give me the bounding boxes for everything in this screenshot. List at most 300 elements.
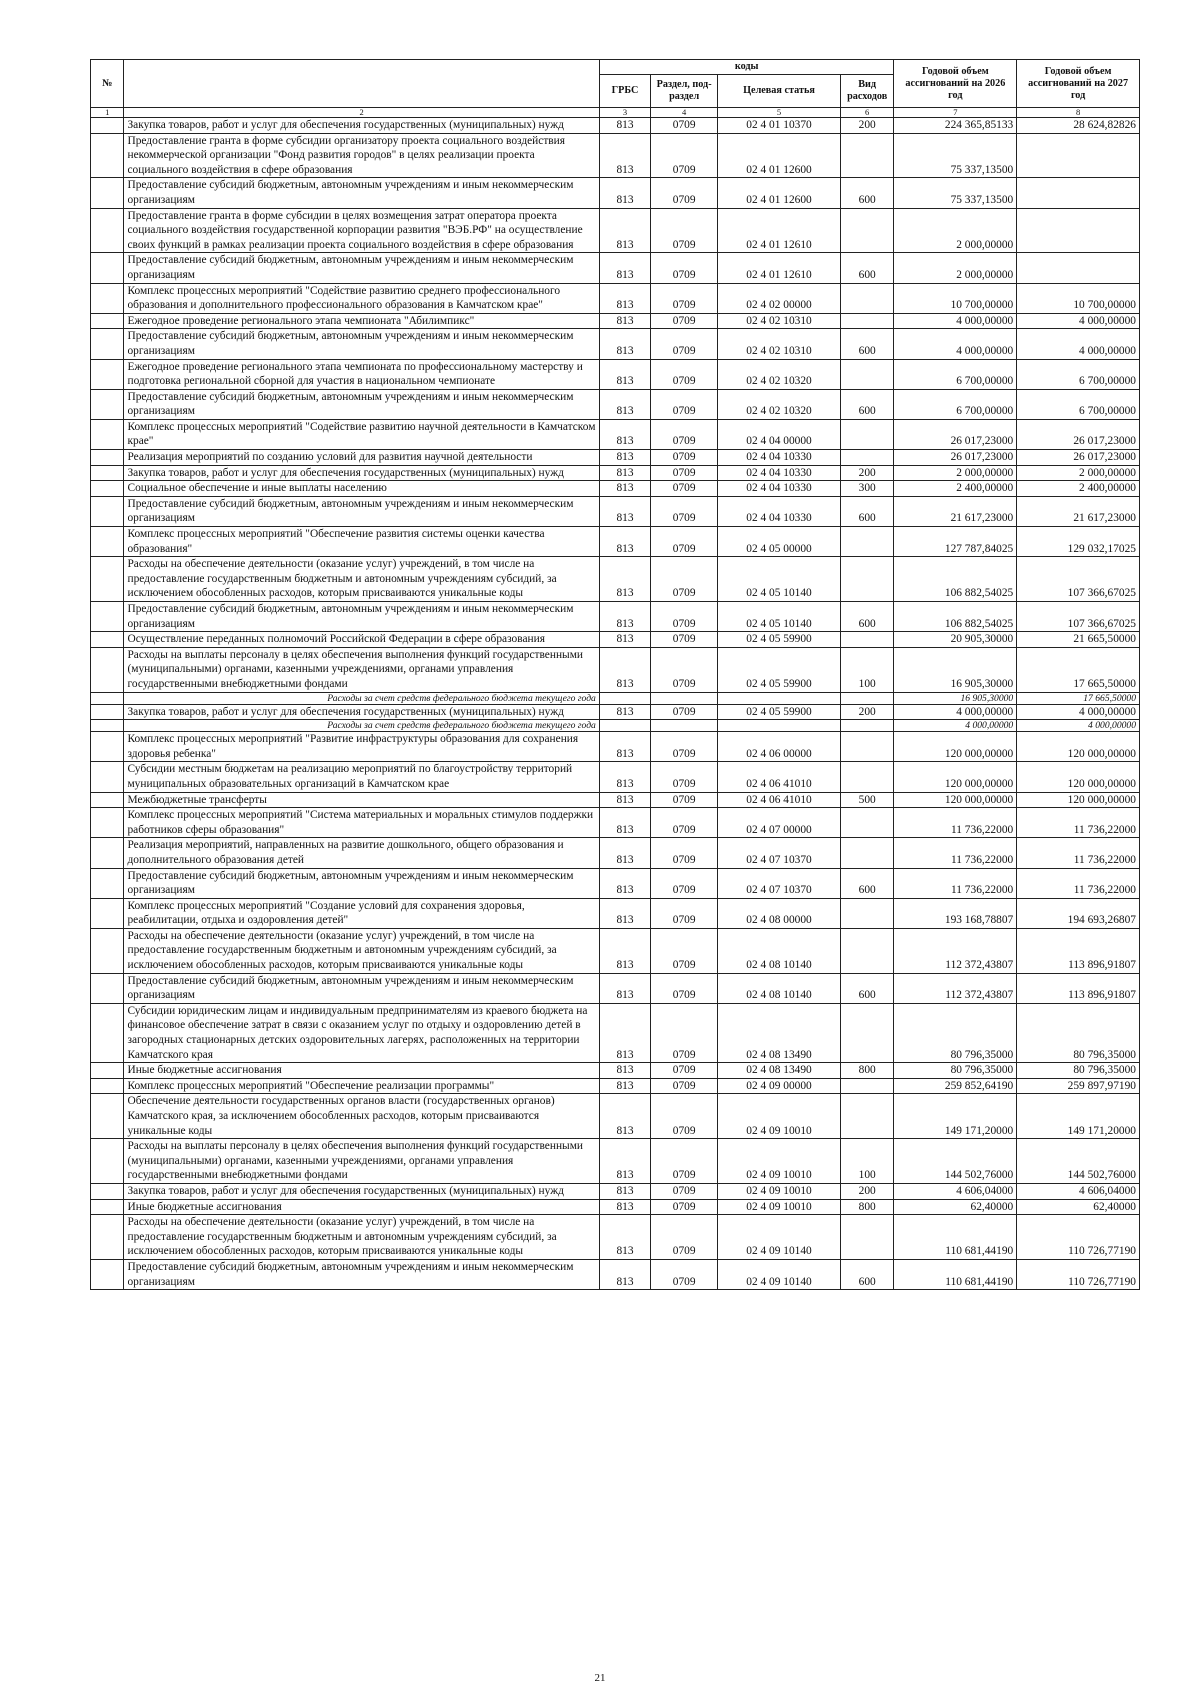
cell-vol-2026: 112 372,43807 (894, 928, 1017, 973)
table-row (91, 465, 1140, 481)
col-num-6: 6 (840, 108, 894, 118)
cell-target: 02 4 02 10310 (718, 313, 841, 329)
cell-name: Комплекс процессных мероприятий "Содействие развитию научной деятельности в Камчатском крае" (124, 419, 599, 449)
cell-target (718, 692, 841, 704)
cell-grbs: 813 (599, 359, 650, 389)
cell-name: Межбюджетные трансферты (124, 792, 599, 808)
cell-grbs: 813 (599, 704, 650, 720)
cell-num (91, 283, 124, 313)
cell-name: Расходы на выплаты персоналу в целях обеспечения выполнения функций государственными (муниципальными) органами, казенными учреждениями, органами управления государственными внебюджетными фондами (124, 647, 599, 692)
cell-vol-2027: 21 617,23000 (1017, 496, 1140, 526)
table-row (91, 1215, 1140, 1260)
cell-name: Комплекс процессных мероприятий "Создание условий для сохранения здоровья, реабилитации, отдыха и оздоровления детей" (124, 898, 599, 928)
cell-vol-2026: 6 700,00000 (894, 389, 1017, 419)
table-row (91, 481, 1140, 497)
cell-target: 02 4 04 10330 (718, 496, 841, 526)
cell-target: 02 4 05 00000 (718, 527, 841, 557)
cell-num (91, 557, 124, 602)
cell-exptype: 600 (840, 868, 894, 898)
cell-name: Иные бюджетные ассигнования (124, 1199, 599, 1215)
cell-vol-2027: 2 400,00000 (1017, 481, 1140, 497)
cell-section: 0709 (651, 481, 718, 497)
cell-target: 02 4 02 10310 (718, 329, 841, 359)
cell-name: Ежегодное проведение регионального этапа чемпионата "Абилимпикс" (124, 313, 599, 329)
cell-grbs (599, 720, 650, 732)
cell-target: 02 4 08 00000 (718, 898, 841, 928)
cell-target: 02 4 05 10140 (718, 602, 841, 632)
cell-exptype: 100 (840, 1139, 894, 1184)
table-row (91, 253, 1140, 283)
cell-vol-2027: 194 693,26807 (1017, 898, 1140, 928)
col-2027-header: Годовой объем ассигнований на 2027 год (1017, 60, 1140, 108)
cell-target: 02 4 02 00000 (718, 283, 841, 313)
cell-section: 0709 (651, 898, 718, 928)
cell-num (91, 762, 124, 792)
cell-vol-2026: 75 337,13500 (894, 178, 1017, 208)
cell-vol-2027 (1017, 208, 1140, 253)
cell-target: 02 4 07 10370 (718, 838, 841, 868)
cell-num (91, 1078, 124, 1094)
table-body (91, 118, 1140, 1290)
cell-section: 0709 (651, 808, 718, 838)
cell-name: Комплекс процессных мероприятий "Обеспечение реализации программы" (124, 1078, 599, 1094)
cell-vol-2027: 4 606,04000 (1017, 1183, 1140, 1199)
cell-vol-2027 (1017, 178, 1140, 208)
table-row (91, 450, 1140, 466)
cell-vol-2027: 113 896,91807 (1017, 928, 1140, 973)
cell-target: 02 4 05 59900 (718, 632, 841, 648)
cell-grbs: 813 (599, 838, 650, 868)
cell-vol-2026: 259 852,64190 (894, 1078, 1017, 1094)
cell-name: Закупка товаров, работ и услуг для обеспечения государственных (муниципальных) нужд (124, 465, 599, 481)
cell-name: Комплекс процессных мероприятий "Развитие инфраструктуры образования для сохранения здоровья ребенка" (124, 732, 599, 762)
cell-vol-2026: 2 000,00000 (894, 465, 1017, 481)
cell-section: 0709 (651, 1063, 718, 1079)
cell-vol-2026: 16 905,30000 (894, 692, 1017, 704)
col-2026-header: Годовой объем ассигнований на 2026 год (894, 60, 1017, 108)
cell-vol-2026: 106 882,54025 (894, 602, 1017, 632)
cell-target: 02 4 06 41010 (718, 762, 841, 792)
cell-vol-2027 (1017, 133, 1140, 178)
cell-num (91, 632, 124, 648)
cell-section: 0709 (651, 632, 718, 648)
cell-target: 02 4 08 13490 (718, 1063, 841, 1079)
cell-vol-2027: 11 736,22000 (1017, 808, 1140, 838)
table-row (91, 647, 1140, 692)
cell-num (91, 133, 124, 178)
table-row (91, 283, 1140, 313)
col-name-header (124, 60, 599, 108)
column-number-row (91, 108, 1140, 118)
cell-exptype (840, 838, 894, 868)
cell-num (91, 496, 124, 526)
cell-name: Закупка товаров, работ и услуг для обеспечения государственных (муниципальных) нужд (124, 1183, 599, 1199)
cell-name: Предоставление субсидий бюджетным, автономным учреждениям и иным некоммерческим организациям (124, 1259, 599, 1289)
cell-vol-2026: 193 168,78807 (894, 898, 1017, 928)
cell-target: 02 4 04 10330 (718, 465, 841, 481)
cell-vol-2026: 21 617,23000 (894, 496, 1017, 526)
cell-section: 0709 (651, 704, 718, 720)
budget-table (90, 59, 1140, 1290)
cell-vol-2026: 2 000,00000 (894, 253, 1017, 283)
col-target-header: Целевая статья (718, 75, 841, 108)
cell-vol-2027: 4 000,00000 (1017, 704, 1140, 720)
cell-section: 0709 (651, 1139, 718, 1184)
cell-name: Предоставление субсидий бюджетным, автономным учреждениям и иным некоммерческим организациям (124, 178, 599, 208)
table-note-row (91, 720, 1140, 732)
col-exptype-header: Вид расходов (840, 75, 894, 108)
cell-section (651, 720, 718, 732)
cell-num (91, 118, 124, 134)
cell-grbs: 813 (599, 283, 650, 313)
cell-vol-2027: 62,40000 (1017, 1199, 1140, 1215)
table-row (91, 1139, 1140, 1184)
cell-num (91, 808, 124, 838)
cell-target: 02 4 09 10010 (718, 1139, 841, 1184)
cell-target: 02 4 04 10330 (718, 450, 841, 466)
cell-section: 0709 (651, 602, 718, 632)
cell-grbs: 813 (599, 762, 650, 792)
cell-section: 0709 (651, 496, 718, 526)
cell-vol-2027: 10 700,00000 (1017, 283, 1140, 313)
cell-target: 02 4 08 13490 (718, 1003, 841, 1062)
cell-num (91, 465, 124, 481)
cell-grbs: 813 (599, 898, 650, 928)
col-num-4: 4 (651, 108, 718, 118)
cell-name: Предоставление субсидий бюджетным, автономным учреждениям и иным некоммерческим организациям (124, 389, 599, 419)
cell-exptype: 200 (840, 118, 894, 134)
cell-exptype: 200 (840, 1183, 894, 1199)
cell-vol-2027: 144 502,76000 (1017, 1139, 1140, 1184)
cell-target: 02 4 04 10330 (718, 481, 841, 497)
cell-section: 0709 (651, 178, 718, 208)
cell-name: Предоставление субсидий бюджетным, автономным учреждениям и иным некоммерческим организациям (124, 602, 599, 632)
cell-vol-2026: 11 736,22000 (894, 868, 1017, 898)
cell-exptype (840, 419, 894, 449)
cell-vol-2027: 107 366,67025 (1017, 557, 1140, 602)
cell-grbs: 813 (599, 732, 650, 762)
cell-exptype: 600 (840, 329, 894, 359)
cell-name: Реализация мероприятий, направленных на развитие дошкольного, общего образования и дополнительного образования детей (124, 838, 599, 868)
cell-exptype: 800 (840, 1199, 894, 1215)
cell-vol-2027: 110 726,77190 (1017, 1259, 1140, 1289)
cell-target (718, 720, 841, 732)
cell-vol-2027: 129 032,17025 (1017, 527, 1140, 557)
cell-vol-2027: 11 736,22000 (1017, 868, 1140, 898)
cell-name: Социальное обеспечение и иные выплаты населению (124, 481, 599, 497)
cell-num (91, 419, 124, 449)
cell-exptype: 300 (840, 481, 894, 497)
cell-section: 0709 (651, 450, 718, 466)
cell-num (91, 928, 124, 973)
cell-section: 0709 (651, 208, 718, 253)
cell-vol-2027: 11 736,22000 (1017, 838, 1140, 868)
cell-vol-2026: 11 736,22000 (894, 838, 1017, 868)
cell-vol-2026: 4 000,00000 (894, 704, 1017, 720)
cell-vol-2027: 4 000,00000 (1017, 313, 1140, 329)
cell-section: 0709 (651, 1078, 718, 1094)
cell-section (651, 692, 718, 704)
cell-num (91, 359, 124, 389)
cell-grbs: 813 (599, 118, 650, 134)
cell-num (91, 898, 124, 928)
cell-name: Обеспечение деятельности государственных органов власти (государственных органов) Камчатского края, за исключением обособленных расходов, которым присваиваются уникальные коды (124, 1094, 599, 1139)
cell-target: 02 4 01 12610 (718, 253, 841, 283)
cell-num (91, 527, 124, 557)
cell-vol-2026: 2 000,00000 (894, 208, 1017, 253)
cell-target: 02 4 05 59900 (718, 647, 841, 692)
table-row (91, 557, 1140, 602)
cell-vol-2027: 107 366,67025 (1017, 602, 1140, 632)
cell-name: Расходы на обеспечение деятельности (оказание услуг) учреждений, в том числе на предоставление государственным бюджетным и автономным учреждениям субсидий, за исключением обособленных расходов, которым присваиваются уникальные коды (124, 1215, 599, 1260)
cell-grbs: 813 (599, 1063, 650, 1079)
table-row (91, 704, 1140, 720)
cell-target: 02 4 02 10320 (718, 389, 841, 419)
cell-grbs: 813 (599, 868, 650, 898)
cell-vol-2026: 110 681,44190 (894, 1259, 1017, 1289)
cell-exptype (840, 283, 894, 313)
cell-vol-2026: 2 400,00000 (894, 481, 1017, 497)
cell-exptype: 600 (840, 496, 894, 526)
table-row (91, 359, 1140, 389)
cell-grbs: 813 (599, 792, 650, 808)
cell-vol-2026: 16 905,30000 (894, 647, 1017, 692)
cell-vol-2027: 17 665,50000 (1017, 647, 1140, 692)
cell-vol-2027: 149 171,20000 (1017, 1094, 1140, 1139)
cell-target: 02 4 08 10140 (718, 928, 841, 973)
table-row (91, 118, 1140, 134)
cell-vol-2026: 26 017,23000 (894, 419, 1017, 449)
cell-target: 02 4 06 00000 (718, 732, 841, 762)
cell-grbs: 813 (599, 329, 650, 359)
cell-num (91, 1003, 124, 1062)
col-section-header: Раздел, под-раздел (651, 75, 718, 108)
table-row (91, 868, 1140, 898)
cell-vol-2026: 149 171,20000 (894, 1094, 1017, 1139)
cell-grbs: 813 (599, 1215, 650, 1260)
table-row (91, 178, 1140, 208)
cell-exptype (840, 732, 894, 762)
cell-target: 02 4 05 10140 (718, 557, 841, 602)
cell-grbs: 813 (599, 450, 650, 466)
cell-target: 02 4 02 10320 (718, 359, 841, 389)
cell-vol-2027: 80 796,35000 (1017, 1063, 1140, 1079)
cell-exptype (840, 450, 894, 466)
cell-section: 0709 (651, 419, 718, 449)
cell-num (91, 313, 124, 329)
table-row (91, 1078, 1140, 1094)
cell-num (91, 481, 124, 497)
col-num-8: 8 (1017, 108, 1140, 118)
table-row (91, 527, 1140, 557)
cell-section: 0709 (651, 527, 718, 557)
cell-grbs: 813 (599, 632, 650, 648)
cell-num (91, 732, 124, 762)
cell-vol-2027: 80 796,35000 (1017, 1003, 1140, 1062)
cell-target: 02 4 09 00000 (718, 1078, 841, 1094)
cell-num (91, 1063, 124, 1079)
cell-grbs: 813 (599, 253, 650, 283)
table-row (91, 1199, 1140, 1215)
cell-exptype: 600 (840, 1259, 894, 1289)
cell-num (91, 973, 124, 1003)
cell-num (91, 208, 124, 253)
cell-vol-2026: 11 736,22000 (894, 808, 1017, 838)
cell-grbs: 813 (599, 973, 650, 1003)
cell-num (91, 1139, 124, 1184)
col-num-5: 5 (718, 108, 841, 118)
table-row (91, 1183, 1140, 1199)
cell-section: 0709 (651, 1199, 718, 1215)
cell-exptype (840, 359, 894, 389)
cell-exptype (840, 527, 894, 557)
cell-exptype (840, 762, 894, 792)
cell-num (91, 178, 124, 208)
cell-section: 0709 (651, 762, 718, 792)
page-number: 21 (594, 1672, 606, 1684)
cell-vol-2026: 6 700,00000 (894, 359, 1017, 389)
cell-section: 0709 (651, 868, 718, 898)
cell-target: 02 4 09 10140 (718, 1215, 841, 1260)
cell-vol-2027: 26 017,23000 (1017, 450, 1140, 466)
cell-num (91, 1215, 124, 1260)
table-row (91, 973, 1140, 1003)
cell-exptype (840, 1003, 894, 1062)
cell-grbs: 813 (599, 1183, 650, 1199)
cell-name: Закупка товаров, работ и услуг для обеспечения государственных (муниципальных) нужд (124, 118, 599, 134)
cell-vol-2026: 80 796,35000 (894, 1063, 1017, 1079)
cell-target: 02 4 09 10010 (718, 1094, 841, 1139)
table-row (91, 1094, 1140, 1139)
cell-vol-2027: 21 665,50000 (1017, 632, 1140, 648)
cell-section: 0709 (651, 118, 718, 134)
col-number-header: № (91, 60, 124, 108)
table-row (91, 792, 1140, 808)
cell-name: Расходы за счет средств федерального бюджета текущего года (124, 720, 599, 732)
cell-vol-2026: 26 017,23000 (894, 450, 1017, 466)
cell-num (91, 329, 124, 359)
cell-grbs: 813 (599, 1139, 650, 1184)
cell-grbs (599, 692, 650, 704)
cell-name: Предоставление субсидий бюджетным, автономным учреждениям и иным некоммерческим организациям (124, 973, 599, 1003)
cell-target: 02 4 09 10010 (718, 1199, 841, 1215)
cell-section: 0709 (651, 313, 718, 329)
cell-exptype (840, 928, 894, 973)
cell-section: 0709 (651, 133, 718, 178)
cell-section: 0709 (651, 329, 718, 359)
cell-target: 02 4 04 00000 (718, 419, 841, 449)
cell-name: Комплекс процессных мероприятий "Содействие развитию среднего профессионального образования и дополнительного профессионального образования в Камчатском крае" (124, 283, 599, 313)
cell-name: Предоставление субсидий бюджетным, автономным учреждениям и иным некоммерческим организациям (124, 253, 599, 283)
table-row (91, 838, 1140, 868)
cell-vol-2026: 224 365,85133 (894, 118, 1017, 134)
cell-target: 02 4 01 12600 (718, 178, 841, 208)
cell-target: 02 4 08 10140 (718, 973, 841, 1003)
cell-grbs: 813 (599, 496, 650, 526)
cell-name: Субсидии местным бюджетам на реализацию мероприятий по благоустройству территорий муниципальных образовательных организаций в Камчатском крае (124, 762, 599, 792)
cell-section: 0709 (651, 732, 718, 762)
cell-section: 0709 (651, 1215, 718, 1260)
budget-table-sheet (90, 59, 1140, 1290)
table-row (91, 602, 1140, 632)
cell-vol-2026: 4 000,00000 (894, 329, 1017, 359)
cell-vol-2027: 120 000,00000 (1017, 732, 1140, 762)
cell-vol-2026: 106 882,54025 (894, 557, 1017, 602)
cell-grbs: 813 (599, 1003, 650, 1062)
cell-vol-2026: 10 700,00000 (894, 283, 1017, 313)
cell-grbs: 813 (599, 647, 650, 692)
cell-name: Предоставление гранта в форме субсидии в целях возмещения затрат оператора проекта социального воздействия государственной корпорации развития "ВЭБ.РФ" на осуществление своих функций в рамках реализации проекта социального воздействия в сфере образования (124, 208, 599, 253)
cell-exptype: 600 (840, 389, 894, 419)
cell-section: 0709 (651, 1183, 718, 1199)
cell-exptype (840, 313, 894, 329)
cell-exptype: 200 (840, 465, 894, 481)
cell-grbs: 813 (599, 928, 650, 973)
cell-target: 02 4 01 12600 (718, 133, 841, 178)
table-row (91, 808, 1140, 838)
cell-target: 02 4 09 10140 (718, 1259, 841, 1289)
cell-vol-2027: 113 896,91807 (1017, 973, 1140, 1003)
cell-vol-2026: 120 000,00000 (894, 792, 1017, 808)
cell-exptype: 600 (840, 253, 894, 283)
cell-section: 0709 (651, 792, 718, 808)
cell-exptype (840, 632, 894, 648)
cell-name: Ежегодное проведение регионального этапа чемпионата по профессиональному мастерству и подготовка региональной сборной для участия в национальном чемпионате (124, 359, 599, 389)
cell-exptype: 800 (840, 1063, 894, 1079)
cell-exptype (840, 557, 894, 602)
cell-target: 02 4 05 59900 (718, 704, 841, 720)
cell-section: 0709 (651, 973, 718, 1003)
cell-grbs: 813 (599, 1078, 650, 1094)
cell-vol-2026: 20 905,30000 (894, 632, 1017, 648)
col-num-1: 1 (91, 108, 124, 118)
cell-exptype: 500 (840, 792, 894, 808)
cell-grbs: 813 (599, 178, 650, 208)
cell-name: Осуществление переданных полномочий Российской Федерации в сфере образования (124, 632, 599, 648)
cell-vol-2027: 6 700,00000 (1017, 389, 1140, 419)
cell-grbs: 813 (599, 465, 650, 481)
cell-num (91, 253, 124, 283)
table-row (91, 133, 1140, 178)
cell-exptype (840, 720, 894, 732)
cell-vol-2027: 259 897,97190 (1017, 1078, 1140, 1094)
cell-grbs: 813 (599, 208, 650, 253)
cell-vol-2026: 127 787,84025 (894, 527, 1017, 557)
table-row (91, 632, 1140, 648)
cell-num (91, 602, 124, 632)
cell-target: 02 4 01 10370 (718, 118, 841, 134)
cell-vol-2027: 4 000,00000 (1017, 720, 1140, 732)
cell-exptype (840, 208, 894, 253)
cell-vol-2026: 62,40000 (894, 1199, 1017, 1215)
cell-vol-2026: 112 372,43807 (894, 973, 1017, 1003)
cell-section: 0709 (651, 283, 718, 313)
cell-exptype: 600 (840, 178, 894, 208)
table-row (91, 1003, 1140, 1062)
cell-name: Комплекс процессных мероприятий "Обеспечение развития системы оценки качества образования" (124, 527, 599, 557)
table-row (91, 389, 1140, 419)
cell-exptype (840, 1078, 894, 1094)
cell-target: 02 4 07 00000 (718, 808, 841, 838)
cell-name: Закупка товаров, работ и услуг для обеспечения государственных (муниципальных) нужд (124, 704, 599, 720)
cell-vol-2027: 110 726,77190 (1017, 1215, 1140, 1260)
cell-grbs: 813 (599, 1199, 650, 1215)
cell-exptype (840, 133, 894, 178)
cell-vol-2027 (1017, 253, 1140, 283)
cell-target: 02 4 09 10010 (718, 1183, 841, 1199)
col-num-3: 3 (599, 108, 650, 118)
cell-vol-2027: 4 000,00000 (1017, 329, 1140, 359)
